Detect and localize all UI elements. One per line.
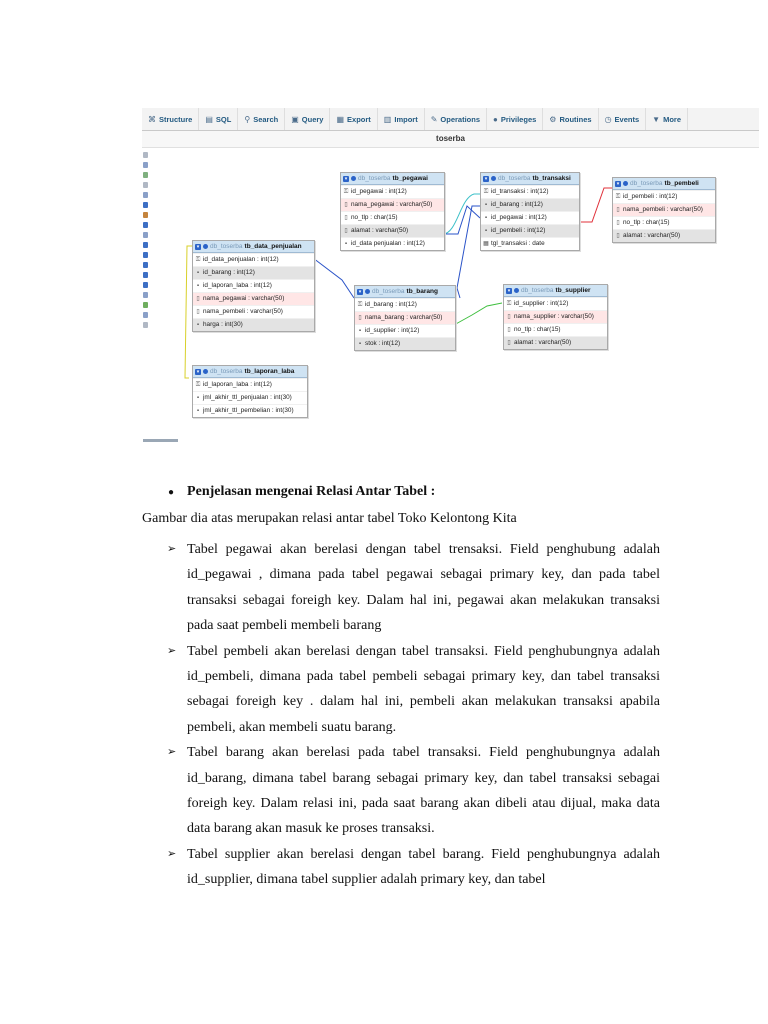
events-icon: ◷ bbox=[604, 114, 612, 124]
tab-label: Operations bbox=[440, 114, 480, 124]
column-row[interactable] bbox=[481, 198, 579, 211]
column-row[interactable] bbox=[613, 203, 715, 216]
collapse-toggle-icon[interactable]: ▾ bbox=[196, 368, 200, 375]
table-icon: ⌘ bbox=[148, 114, 156, 124]
table-db-prefix: db_toserba bbox=[372, 288, 405, 295]
key-icon: ⚿ bbox=[343, 189, 349, 195]
tab-label: Structure bbox=[159, 114, 193, 124]
key-icon: ⚿ bbox=[483, 189, 489, 195]
index-icon: ▪ bbox=[196, 322, 200, 328]
sql-icon: ▤ bbox=[205, 114, 213, 124]
column-row[interactable] bbox=[613, 229, 715, 242]
column-text: jml_akhir_ttl_pembelian : int(30) bbox=[203, 407, 294, 414]
text-field-icon: ▯ bbox=[616, 207, 620, 213]
index-icon: ▪ bbox=[196, 395, 200, 401]
index-icon: ▪ bbox=[196, 408, 200, 414]
tab-label: Events bbox=[614, 114, 640, 124]
table-db-prefix: db_toserba bbox=[210, 243, 243, 250]
tab-label: More bbox=[663, 114, 681, 124]
database-title: toserba bbox=[142, 131, 759, 148]
key-icon: ⚿ bbox=[506, 301, 512, 307]
text-field-icon: ▯ bbox=[616, 233, 620, 239]
key-icon: ⚿ bbox=[195, 257, 201, 263]
tab-operations[interactable] bbox=[425, 108, 487, 130]
section-heading bbox=[168, 484, 435, 500]
table-card-tb-barang[interactable] bbox=[354, 285, 456, 351]
import-icon: ▥ bbox=[383, 114, 392, 124]
table-card-tb-laporan-laba[interactable] bbox=[192, 365, 308, 418]
column-text: alamat : varchar(50) bbox=[623, 232, 681, 239]
column-row[interactable] bbox=[193, 292, 314, 305]
tab-query[interactable] bbox=[285, 108, 330, 130]
column-row[interactable] bbox=[481, 237, 579, 250]
text-field-icon: ▯ bbox=[616, 220, 620, 226]
table-card-header[interactable] bbox=[504, 285, 607, 297]
export-icon: ▦ bbox=[336, 114, 345, 124]
column-row[interactable] bbox=[355, 324, 455, 337]
table-db-prefix: db_toserba bbox=[210, 368, 243, 375]
collapse-toggle-icon[interactable]: ▾ bbox=[358, 288, 362, 295]
tab-label: SQL bbox=[215, 114, 232, 124]
text-field-icon: ▯ bbox=[196, 309, 200, 315]
column-text: id_supplier : int(12) bbox=[514, 300, 569, 307]
table-card-tb-transaksi[interactable] bbox=[480, 172, 580, 251]
column-row[interactable] bbox=[341, 237, 444, 250]
collapse-toggle-icon[interactable]: ▾ bbox=[507, 287, 511, 294]
column-row[interactable] bbox=[193, 279, 314, 292]
column-row[interactable] bbox=[504, 297, 607, 310]
tab-label: Privileges bbox=[500, 114, 537, 124]
index-icon: ▪ bbox=[196, 270, 200, 276]
table-name: tb_pembeli bbox=[664, 180, 699, 187]
tab-more[interactable] bbox=[646, 108, 688, 130]
column-text: id_data_penjualan : int(12) bbox=[203, 256, 279, 263]
table-name: tb_laporan_laba bbox=[244, 368, 295, 375]
wrench-icon: ✎ bbox=[430, 114, 438, 124]
column-row[interactable] bbox=[481, 211, 579, 224]
table-db-prefix: db_toserba bbox=[521, 287, 554, 294]
tab-label: Import bbox=[394, 114, 418, 124]
text-field-icon: ▯ bbox=[344, 215, 348, 221]
column-row[interactable] bbox=[341, 185, 444, 198]
key-icon: ⚿ bbox=[195, 382, 201, 388]
table-card-header[interactable] bbox=[341, 173, 444, 185]
column-toggle-icon[interactable] bbox=[623, 181, 628, 186]
column-text: id_pembeli : int(12) bbox=[491, 227, 546, 234]
column-text: id_barang : int(12) bbox=[365, 301, 417, 308]
column-text: id_supplier : int(12) bbox=[365, 327, 420, 334]
tab-label: Query bbox=[301, 114, 324, 124]
table-card-tb-data-penjualan[interactable] bbox=[192, 240, 315, 332]
arrow-bullet-icon: ➢ bbox=[167, 847, 177, 860]
column-text: id_laporan_laba : int(12) bbox=[203, 381, 272, 388]
tab-privileges[interactable] bbox=[487, 108, 543, 130]
tab-label: Export bbox=[347, 114, 371, 124]
key-icon: ⚿ bbox=[615, 194, 621, 200]
tab-label: Routines bbox=[559, 114, 592, 124]
table-name: tb_pegawai bbox=[392, 175, 428, 182]
tab-sql[interactable] bbox=[199, 108, 238, 130]
column-text: nama_barang : varchar(50) bbox=[365, 314, 443, 321]
column-row[interactable] bbox=[613, 190, 715, 203]
heading-text: Penjelasan mengenai Relasi Antar Tabel : bbox=[187, 484, 436, 499]
tab-label: Search bbox=[253, 114, 279, 124]
collapse-toggle-icon[interactable]: ▾ bbox=[196, 243, 200, 250]
table-card-header[interactable] bbox=[355, 286, 455, 298]
tab-events[interactable] bbox=[599, 108, 647, 130]
column-text: id_transaksi : int(12) bbox=[491, 188, 549, 195]
column-row[interactable] bbox=[341, 198, 444, 211]
column-row[interactable] bbox=[193, 391, 307, 404]
column-text: id_pegawai : int(12) bbox=[491, 214, 547, 221]
tab-export[interactable] bbox=[330, 108, 377, 130]
tab-import[interactable] bbox=[378, 108, 425, 130]
text-field-icon: ▯ bbox=[507, 314, 511, 320]
column-toggle-icon[interactable] bbox=[491, 176, 496, 181]
column-row[interactable] bbox=[193, 378, 307, 391]
list-item-text: Tabel pegawai akan berelasi dengan tabel trensaksi. Field penghubung adalah id_pegawai , dimana pada tabel pegawai sebagai primary key, dan pada tabel transaksi sebagai foreigh key. Dalam hal ini, pegawai akan melakukan transaksi pada saat pembeli membeli barang bbox=[187, 542, 660, 634]
table-card-header[interactable] bbox=[193, 366, 307, 378]
collapse-toggle-icon[interactable]: ▾ bbox=[344, 175, 348, 182]
column-toggle-icon[interactable] bbox=[365, 289, 370, 294]
collapse-toggle-icon[interactable]: ▾ bbox=[616, 180, 620, 187]
column-row[interactable] bbox=[193, 266, 314, 279]
index-icon: ▪ bbox=[358, 328, 362, 334]
column-row[interactable] bbox=[613, 216, 715, 229]
list-item bbox=[167, 740, 660, 842]
tab-structure[interactable] bbox=[142, 108, 199, 130]
search-icon: ⚲ bbox=[244, 114, 251, 124]
column-row[interactable] bbox=[504, 310, 607, 323]
text-field-icon: ▯ bbox=[196, 296, 200, 302]
column-text: id_data penjualan : int(12) bbox=[351, 240, 425, 247]
text-field-icon: ▯ bbox=[507, 340, 511, 346]
table-db-prefix: db_toserba bbox=[630, 180, 663, 187]
key-icon: ⚿ bbox=[357, 302, 363, 308]
column-text: id_pegawai : int(12) bbox=[351, 188, 407, 195]
toolbar-tabs bbox=[142, 108, 759, 131]
table-card-tb-pegawai[interactable] bbox=[340, 172, 445, 251]
column-row[interactable] bbox=[355, 298, 455, 311]
column-row[interactable] bbox=[193, 305, 314, 318]
list-item-text: Tabel supplier akan berelasi dengan tabel barang. Field penghubungnya adalah id_supplier, dimana tabel supplier adalah primary key, dan tabel bbox=[187, 846, 660, 888]
column-text: id_barang : int(12) bbox=[491, 201, 543, 208]
column-text: alamat : varchar(50) bbox=[351, 227, 409, 234]
column-text: stok : int(12) bbox=[365, 340, 401, 347]
table-card-header[interactable] bbox=[193, 241, 314, 253]
index-icon: ▪ bbox=[344, 241, 348, 247]
column-text: id_laporan_laba : int(12) bbox=[203, 282, 272, 289]
arrow-bullet-icon: ➢ bbox=[167, 543, 177, 555]
horizontal-scrollbar[interactable] bbox=[143, 439, 178, 442]
chevron-down-icon: ▼ bbox=[652, 114, 661, 124]
date-icon: ▦ bbox=[483, 241, 489, 247]
column-row[interactable] bbox=[193, 404, 307, 417]
column-row[interactable] bbox=[504, 323, 607, 336]
designer-screenshot bbox=[142, 108, 759, 443]
collapse-toggle-icon[interactable]: ▾ bbox=[484, 175, 488, 182]
arrow-bullet-icon: ➢ bbox=[167, 746, 177, 759]
table-name: tb_transaksi bbox=[532, 175, 571, 182]
query-icon: ▣ bbox=[291, 114, 299, 124]
column-toggle-icon[interactable] bbox=[351, 176, 356, 181]
index-icon: ▪ bbox=[196, 283, 200, 289]
column-text: harga : int(30) bbox=[203, 321, 243, 328]
routines-icon: ⚙ bbox=[549, 114, 557, 124]
text-field-icon: ▯ bbox=[358, 315, 362, 321]
column-text: id_barang : int(12) bbox=[203, 269, 255, 276]
column-row[interactable] bbox=[481, 224, 579, 237]
column-text: no_tlp : char(15) bbox=[623, 219, 670, 226]
column-row[interactable] bbox=[355, 311, 455, 324]
table-card-tb-supplier[interactable] bbox=[503, 284, 608, 350]
index-icon: ▪ bbox=[484, 215, 488, 221]
table-card-header[interactable] bbox=[613, 178, 715, 190]
list-item-text: Tabel pembeli akan berelasi dengan tabel transaksi. Field penghubungnya adalah id_pembeli, dimana pada tabel pembeli sebagai primary key, dan tabel transaksi sebagai foreigh key . dalam hal ini, pembeli akan melakukan transaksi apabila pembeli, akan membeli suatu barang. bbox=[187, 643, 660, 735]
bullet-icon: ● bbox=[168, 486, 175, 498]
column-row[interactable] bbox=[193, 318, 314, 331]
column-text: nama_pembeli : varchar(50) bbox=[623, 206, 703, 213]
list-item-text: Tabel barang akan berelasi pada tabel transaksi. Field penghubungnya adalah id_barang, dimana tabel barang sebagai primary key, dan tabel transaksi sebagai foreigh key. Dalam relasi ini, pada saat barang akan dibeli atau dijual, maka data data barang akan masuk ke proses transaksi. bbox=[187, 745, 660, 837]
table-db-prefix: db_toserba bbox=[498, 175, 531, 182]
column-toggle-icon[interactable] bbox=[514, 288, 519, 293]
column-text: no_tlp : char(15) bbox=[514, 326, 561, 333]
index-icon: ▪ bbox=[358, 341, 362, 347]
intro-paragraph: Gambar dia atas merupakan relasi antar tabel Toko Kelontong Kita bbox=[142, 511, 517, 526]
table-name: tb_data_penjualan bbox=[244, 243, 302, 250]
column-toggle-icon[interactable] bbox=[203, 244, 208, 249]
column-text: nama_supplier : varchar(50) bbox=[514, 313, 594, 320]
designer-canvas bbox=[142, 148, 759, 438]
table-card-header[interactable] bbox=[481, 173, 579, 185]
index-icon: ▪ bbox=[484, 202, 488, 208]
column-row[interactable] bbox=[341, 224, 444, 237]
list-item bbox=[167, 537, 660, 639]
column-text: no_tlp : char(15) bbox=[351, 214, 398, 221]
column-text: alamat : varchar(50) bbox=[514, 339, 572, 346]
column-text: jml_akhir_ttl_penjualan : int(30) bbox=[203, 394, 292, 401]
text-field-icon: ▯ bbox=[344, 228, 348, 234]
privileges-icon: ● bbox=[493, 114, 498, 124]
column-row[interactable] bbox=[355, 337, 455, 350]
table-card-tb-pembeli[interactable] bbox=[612, 177, 716, 243]
column-row[interactable] bbox=[481, 185, 579, 198]
arrow-bullet-icon: ➢ bbox=[167, 644, 177, 657]
index-icon: ▪ bbox=[484, 228, 488, 234]
column-text: id_pembeli : int(12) bbox=[623, 193, 678, 200]
table-name: tb_barang bbox=[406, 288, 438, 295]
column-text: nama_pegawai : varchar(50) bbox=[351, 201, 433, 208]
text-field-icon: ▯ bbox=[344, 202, 348, 208]
table-db-prefix: db_toserba bbox=[358, 175, 391, 182]
column-text: tgl_transaksi : date bbox=[491, 240, 545, 247]
column-toggle-icon[interactable] bbox=[203, 369, 208, 374]
tab-search[interactable] bbox=[238, 108, 285, 130]
column-row[interactable] bbox=[193, 253, 314, 266]
column-row[interactable] bbox=[504, 336, 607, 349]
table-name: tb_supplier bbox=[555, 287, 591, 294]
text-field-icon: ▯ bbox=[507, 327, 511, 333]
relation-list bbox=[167, 537, 660, 893]
list-item bbox=[167, 842, 660, 893]
tab-routines[interactable] bbox=[543, 108, 598, 130]
column-row[interactable] bbox=[341, 211, 444, 224]
column-text: nama_pembeli : varchar(50) bbox=[203, 308, 283, 315]
column-text: nama_pegawai : varchar(50) bbox=[203, 295, 285, 302]
list-item bbox=[167, 639, 660, 741]
